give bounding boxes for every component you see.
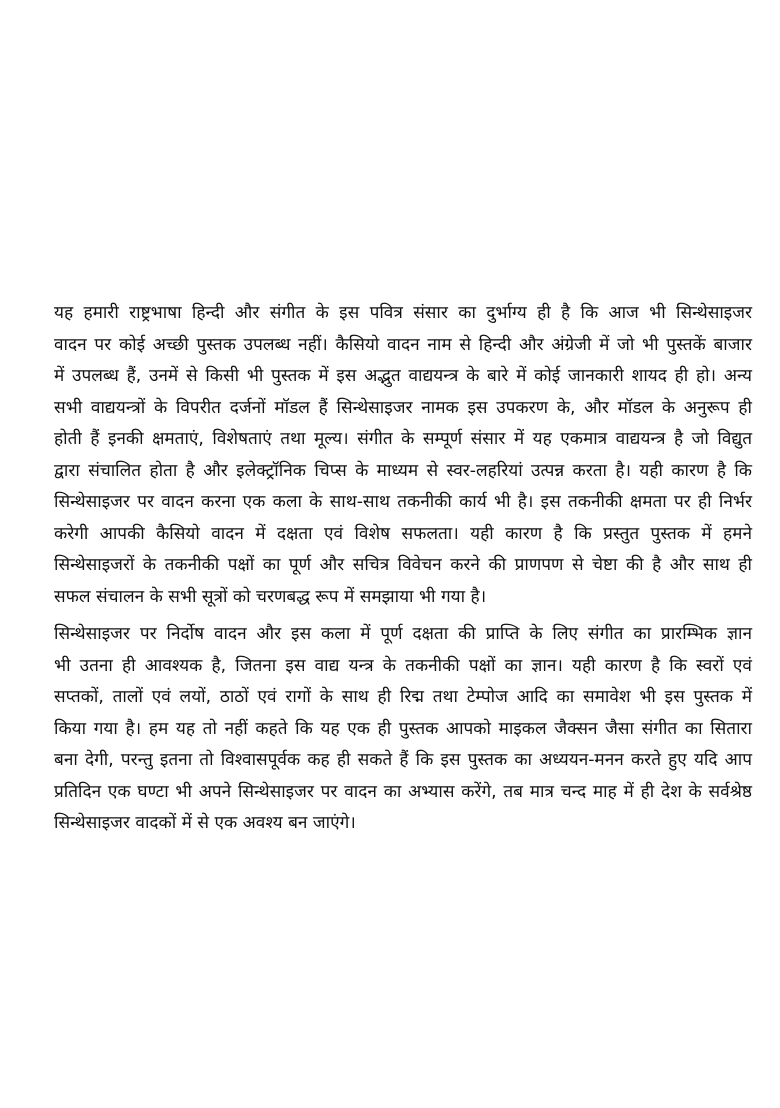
text-line: सिन्थेसाइजरों के तकनीकी पक्षों का पूर्ण और सचित्र विवेचन करने की प्राणपण से चेष्टा की है और साथ ही <box>54 555 752 575</box>
text-line: सभी वाद्ययन्त्रों के विपरीत दर्जनों मॉडल हैं सिन्थेसाइजर नामक इस उपकरण के, और मॉडल के अनुरूप ही <box>54 397 752 418</box>
text-line: होती हैं इनकी क्षमताएं, विशेषताएं तथा मूल्य। संगीत के सम्पूर्ण संसार में यह एकमात्र वाद्ययन्त्र है जो विद्युत <box>54 429 752 449</box>
text-line: सिन्थेसाइजर वादकों में से एक अवश्य बन जाएंगे। <box>54 813 356 833</box>
paragraph-2 <box>28 619 752 840</box>
text-line: यह हमारी राष्ट्रभाषा हिन्दी और संगीत के इस पवित्र संसार का दुर्भाग्य ही है कि आज भी सिन्थेसाइजर <box>54 303 752 323</box>
text-line: में उपलब्ध हैं, उनमें से किसी भी पुस्तक में इस अद्भुत वाद्ययन्त्र के बारे में कोई जानकारी शायद ही हो। अन्य <box>54 366 752 386</box>
text-line: बना देगी, परन्तु इतना तो विश्वासपूर्वक कह ही सकते हैं कि इस पुस्तक का अध्ययन-मनन करते हुए यदि आप <box>54 750 752 770</box>
text-line: सिन्थेसाइजर पर निर्दोष वादन और इस कला में पूर्ण दक्षता की प्राप्ति के लिए संगीत का प्रारम्भिक ज्ञान <box>54 624 752 644</box>
text-line: सफल संचालन के सभी सूत्रों को चरणबद्ध रूप में समझाया भी गया है। <box>54 586 487 607</box>
text-line: सिन्थेसाइजर पर वादन करना एक कला के साथ-साथ तकनीकी कार्य भी है। इस तकनीकी क्षमता पर ही निर्भर <box>54 492 752 512</box>
text-line: सप्तकों, तालों एवं लयों, ठाठों एवं रागों के साथ ही रिद्म तथा टेम्पोज आदि का समावेश भी इस पुस्तक में <box>54 687 752 707</box>
text-line: करेगी आपकी कैसियो वादन में दक्षता एवं विशेष सफलता। यही कारण है कि प्रस्तुत पुस्तक में हमने <box>54 523 752 544</box>
text-line: किया गया है। हम यह तो नहीं कहते कि यह एक ही पुस्तक आपको माइकल जैक्सन जैसा संगीत का सितारा <box>54 718 752 739</box>
paragraph-1 <box>28 298 752 613</box>
text-line: वादन पर कोई अच्छी पुस्तक उपलब्ध नहीं। कैसियो वादन नाम से हिन्दी और अंग्रेजी में जो भी पुस्तकें बाजार <box>54 334 752 355</box>
text-line: द्वारा संचालित होता है और इलेक्ट्रॉनिक चिप्स के माध्यम से स्वर-लहरियां उत्पन्न करता है। यही कारण है कि <box>54 460 752 481</box>
document-page <box>28 298 752 846</box>
text-line: भी उतना ही आवश्यक है, जितना इस वाद्य यन्त्र के तकनीकी पक्षों का ज्ञान। यही कारण है कि स्वरों एवं <box>54 655 752 676</box>
text-line: प्रतिदिन एक घण्टा भी अपने सिन्थेसाइजर पर वादन का अभ्यास करेंगे, तब मात्र चन्द माह में ही देश के सर्वश्रेष्ठ <box>54 781 752 802</box>
